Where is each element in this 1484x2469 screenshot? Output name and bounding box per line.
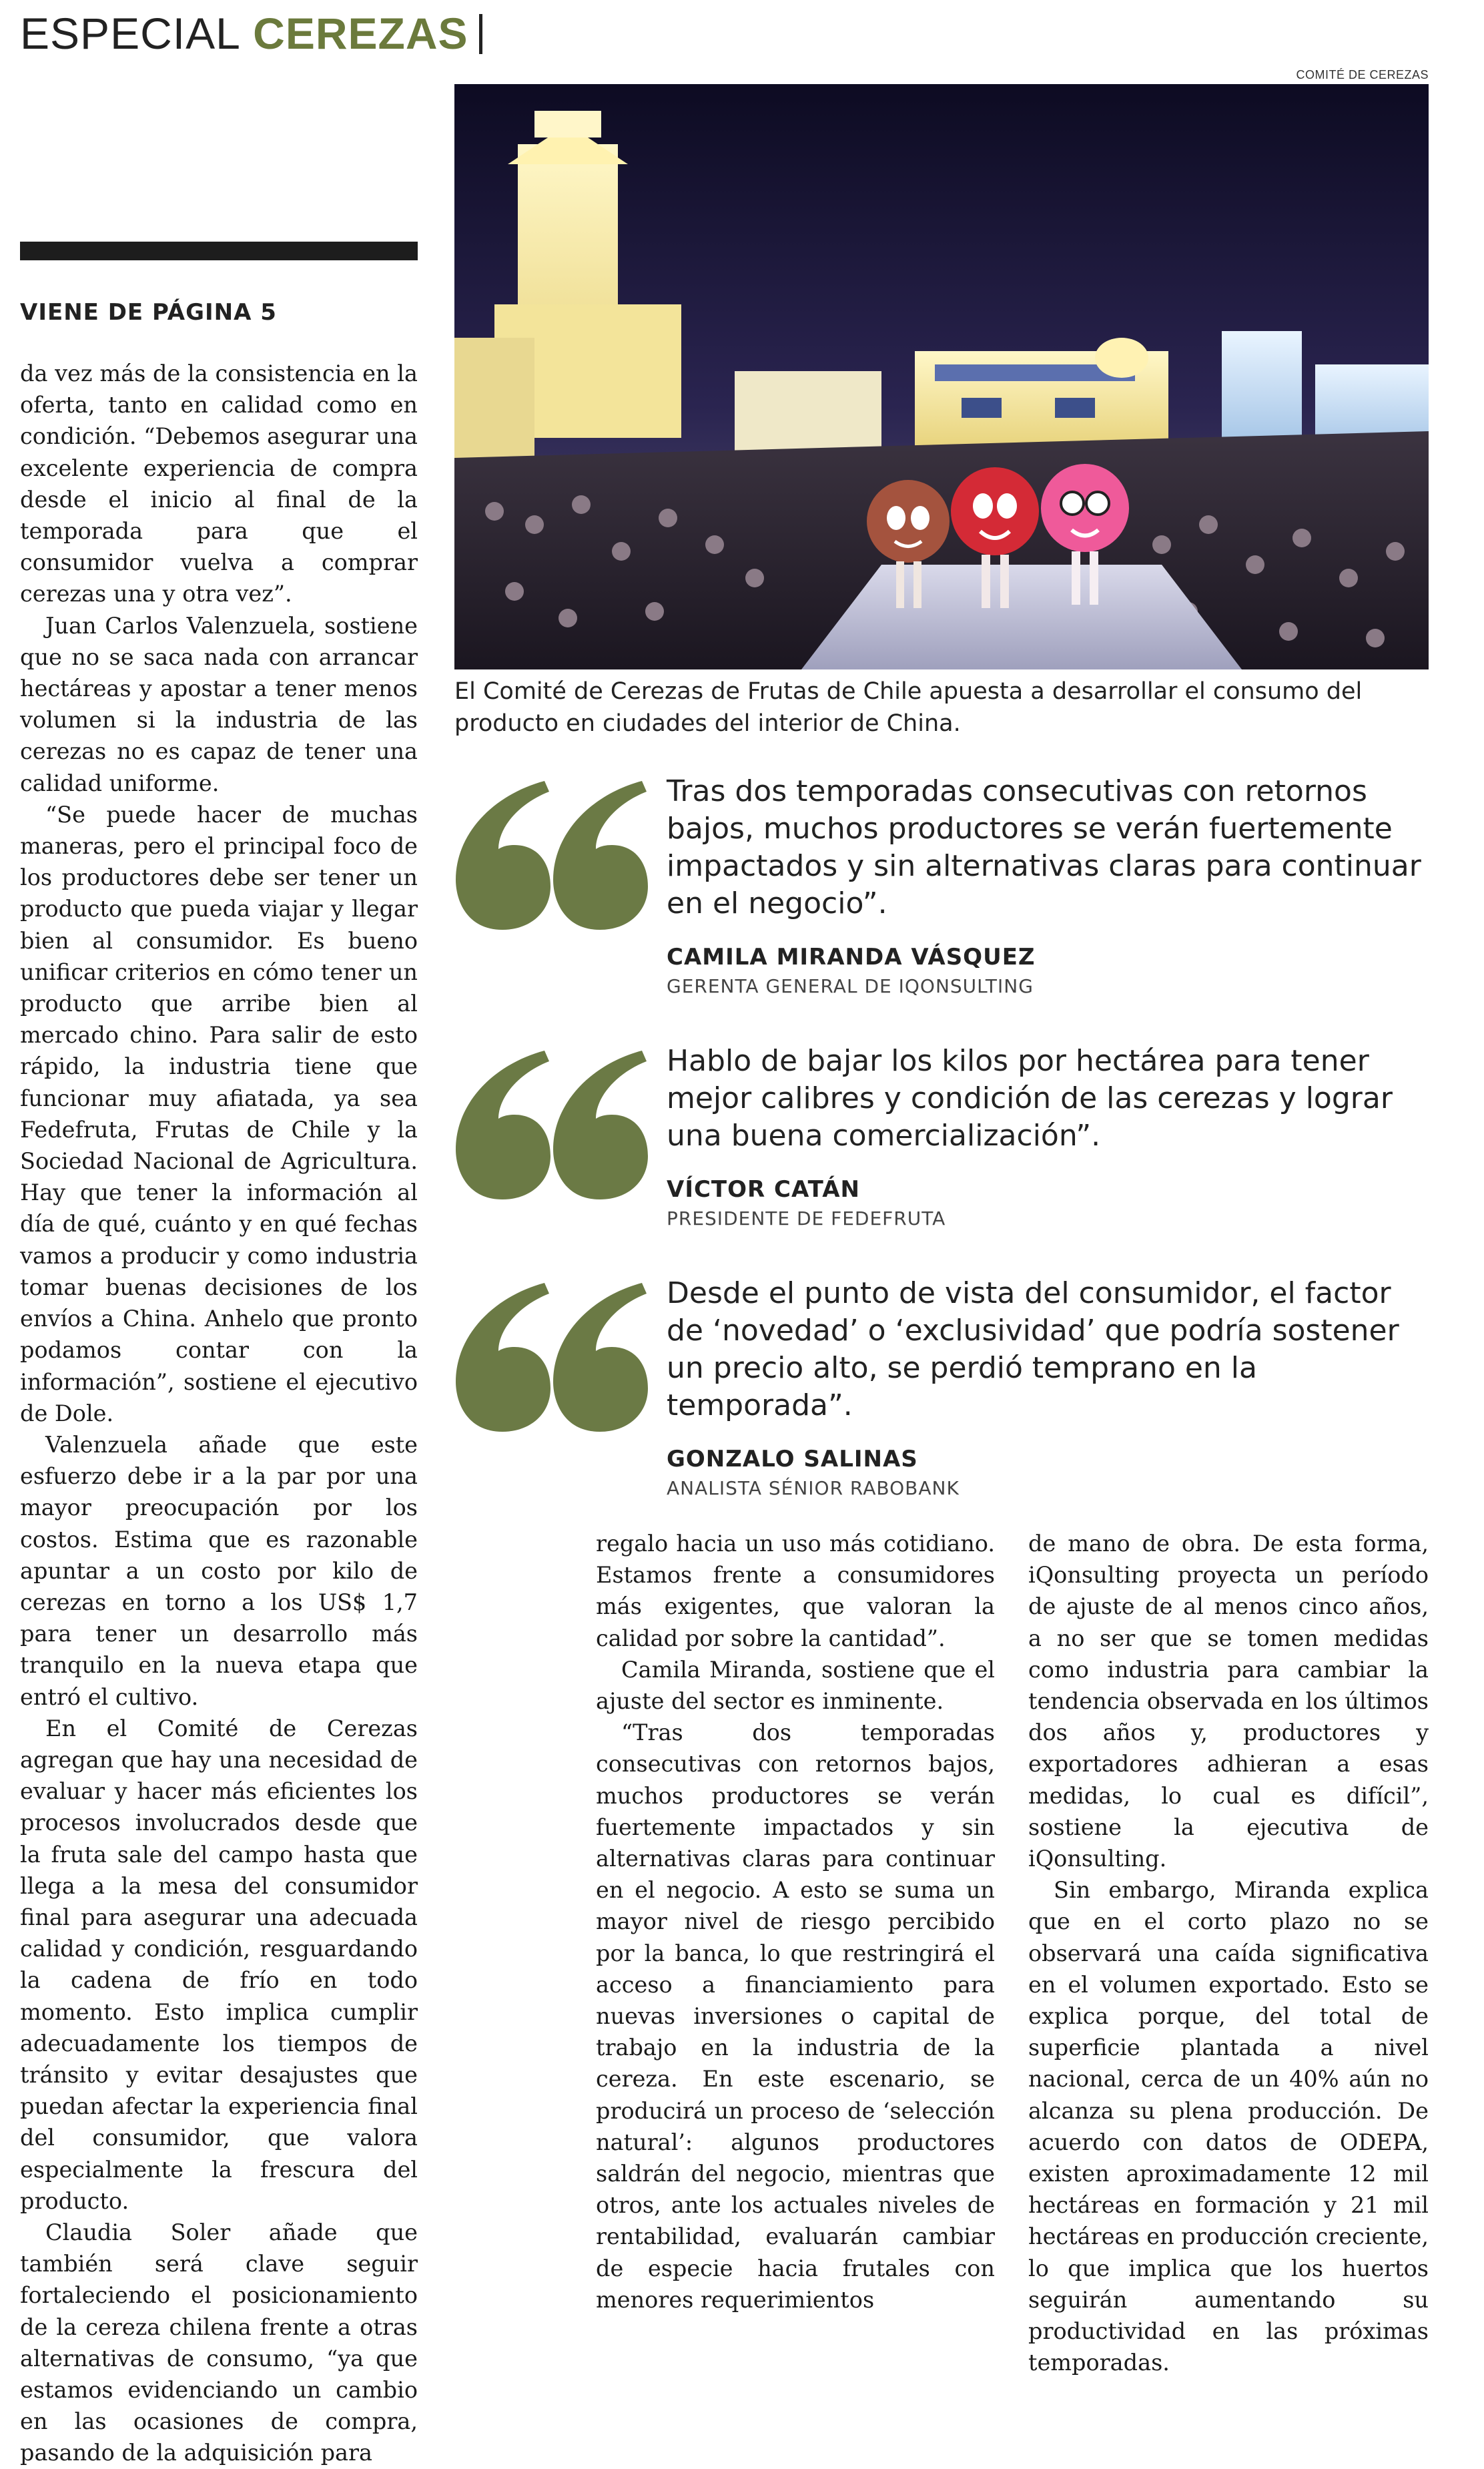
quote-mark-icon [454, 1282, 648, 1435]
paragraph: da vez más de la consistencia en la oferta, tanto en calidad como en condición. “Debemos asegurar una excelente experiencia de compra desde el inicio al final de la temporada para que el consumidor vuelva a comprar cerezas una y otra vez”. [20, 360, 418, 607]
paragraph: Juan Carlos Valenzuela, sostiene que no se saca nada con arrancar hectáreas y apostar a tener menos volumen si la industria de las cerezas no es capaz de tener una calidad uniforme. [20, 612, 418, 796]
section-topic: CEREZAS [253, 9, 468, 58]
quote-mark-icon [454, 780, 648, 933]
paragraph: “Tras dos temporadas consecutivas con retornos bajos, muchos productores se verán fuertemente impactados y sin alternativas claras para continuar en el negocio. A esto se suma un mayor nivel de riesgo percibido por la banca, lo que restringirá el acceso a financiamiento para nuevas inversiones o capital de trabajo en la industria de la cereza. En este escenario, se producirá un proceso de ‘selección natural’: algunos productores saldrán del negocio, mientras que otros, ante los actuales niveles de rentabilidad, evaluarán cambiar de especie hacia frutales con menores requerimientos [596, 1719, 995, 2313]
pull-quote-name: GONZALO SALINAS [667, 1446, 918, 1472]
paragraph: de mano de obra. De esta forma, iQonsulting proyecta un período de ajuste de al menos cinco años, a no ser que se tomen medidas como industria para cambiar la tendencia observada en los últimos dos años y, productores y exportadores adhieran a esas medidas, lo cual es difícil”, sostiene la ejecutiva de iQonsulting. [1028, 1531, 1429, 1872]
pull-quote-role: GERENTA GENERAL DE IQONSULTING [667, 975, 1034, 997]
pull-quote-name: VÍCTOR CATÁN [667, 1176, 860, 1203]
paragraph: Camila Miranda, sostiene que el ajuste del sector es inminente. [596, 1656, 995, 1715]
paragraph: regalo hacia un uso más cotidiano. Estamos frente a consumidores más exigentes, que valoran la calidad por sobre la cantidad”. [596, 1531, 995, 1651]
pull-quote-text: Hablo de bajar los kilos por hectárea para tener mejor calibres y condición de las cerezas y lograr una buena comercialización”. [667, 1044, 1393, 1153]
pull-quote-name: CAMILA MIRANDA VÁSQUEZ [667, 944, 1036, 971]
pull-quote-role: PRESIDENTE DE FEDEFRUTA [667, 1207, 946, 1229]
pull-quote-text: Desde el punto de vista del consumidor, el factor de ‘novedad’ o ‘exclusividad’ que podría sostener un precio alto, se perdió temprano en la temporada”. [667, 1276, 1399, 1422]
column-rule [20, 242, 418, 260]
article-column-middle [596, 1528, 995, 2313]
pull-quote-role: ANALISTA SÉNIOR RABOBANK [667, 1477, 960, 1499]
paragraph: En el Comité de Cerezas agregan que hay una necesidad de evaluar y hacer más eficientes los procesos involucrados desde que la fruta sale del campo hasta que llega a la mesa del consumidor final para asegurar una adecuada calidad y condición, resguardando la cadena de frío en todo momento. Esto implica cumplir adecuadamente los tiempos de tránsito y evitar desajustes que puedan afectar la experiencia final del consumidor, que valora especialmente la frescura del producto. [20, 1715, 418, 2214]
photo-illustration [454, 84, 1429, 669]
continued-from-kicker: VIENE DE PÁGINA 5 [20, 299, 277, 326]
article-column-left [20, 358, 418, 2466]
paragraph: “Se puede hacer de muchas maneras, pero el principal foco de los productores debe ser tener un producto que pueda viajar y llegar bien al consumidor. Es bueno unificar criterios en cómo tener un producto que arribe bien al mercado chino. Para salir de esto rápido, la industria tiene que funcionar muy afiatada, ya sea Fedefruta, Frutas de Chile y la Sociedad Nacional de Agricultura. Hay que tener la información al día de qué, cuánto y en qué fechas vamos a producir y como industria tomar buenas decisiones de los envíos a China. Anhelo que pronto podamos contar con la información”, sostiene el ejecutivo de Dole. [20, 801, 418, 1426]
pull-quote-text: Tras dos temporadas consecutivas con retornos bajos, muchos productores se verán fuertemente impactados y sin alternativas claras para continuar en el negocio”. [667, 774, 1421, 920]
quote-mark-icon [454, 1049, 648, 1203]
photo [454, 84, 1429, 669]
photo-caption: El Comité de Cerezas de Frutas de Chile apuesta a desarrollar el consumo del producto en ciudades del interior de China. [454, 678, 1363, 737]
paragraph: Valenzuela añade que este esfuerzo debe ir a la par por una mayor preocupación por los costos. Estima que es razonable apuntar a un costo por kilo de cerezas en torno a los US$ 1,7 para tener un desarrollo más tranquilo en la nueva etapa que entró el cultivo. [20, 1431, 418, 1710]
photo-credit: COMITÉ DE CEREZAS [1296, 68, 1429, 81]
section-label: ESPECIAL [20, 9, 241, 58]
header-divider [479, 14, 482, 54]
paragraph: Sin embargo, Miranda explica que en el corto plazo no se observará una caída significativa en el volumen exportado. Esto se explica porque, del total de superficie plantada a nivel nacional, cerca de un 40% aún no alcanza su plena producción. De acuerdo con datos de ODEPA, existen aproximadamente 12 mil hectáreas en formación y 21 mil hectáreas en producción creciente, lo que implica que los huertos seguirán aumentando su productividad en las próximas temporadas. [1028, 1877, 1429, 2376]
paragraph: Claudia Soler añade que también será clave seguir fortaleciendo el posicionamiento de la cereza chilena frente a otras alternativas de consumo, “ya que estamos evidenciando un cambio en las ocasiones de compra, pasando de la adquisición para [20, 2219, 418, 2466]
section-header [20, 7, 482, 60]
article-column-right [1028, 1528, 1429, 2376]
